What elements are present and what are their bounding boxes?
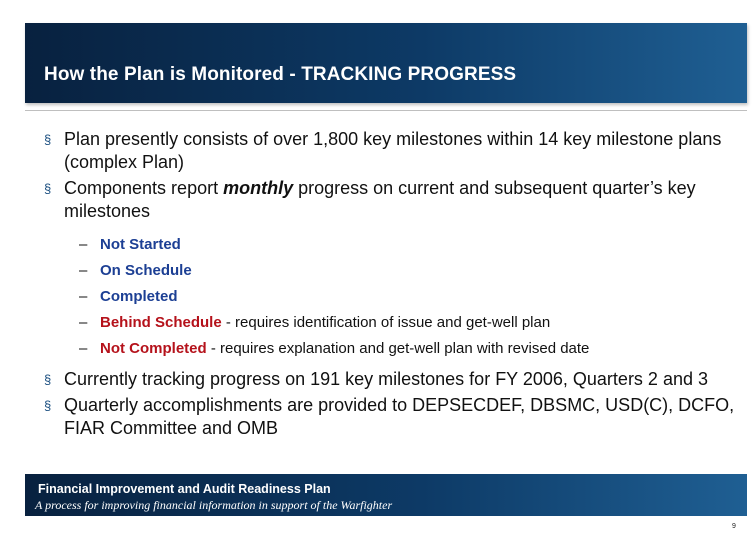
bullet-monthly-reporting <box>43 177 743 223</box>
page-number: 9 <box>732 523 736 530</box>
status-label: Not Started <box>100 236 181 253</box>
status-label: Behind Schedule <box>100 314 222 331</box>
status-note: - requires identification of issue and get-well plan <box>221 314 551 331</box>
status-item <box>79 232 743 258</box>
bullet-text: Plan presently consists of over 1,800 key milestones within 14 key milestone plans (complex Plan) <box>64 129 722 172</box>
status-label: Completed <box>100 288 178 305</box>
footer-tagline: A process for improving financial information in support of the Warfighter <box>35 498 393 512</box>
status-item <box>79 284 743 310</box>
bullet-emphasis: monthly <box>223 178 294 198</box>
bullet-text-before: Components report <box>64 178 224 198</box>
status-label: Not Completed <box>100 340 207 357</box>
footer-banner <box>25 474 747 516</box>
title-banner <box>25 23 747 103</box>
bullet-marker-icon: § <box>44 398 52 413</box>
bullet-tracking-progress <box>43 368 743 391</box>
bullet-milestones-count <box>43 128 743 174</box>
divider <box>25 110 747 111</box>
status-item <box>79 310 743 336</box>
bullet-quarterly-accomplishments <box>43 394 743 440</box>
slide-body <box>43 128 743 443</box>
bullet-marker-icon: § <box>44 181 52 196</box>
bullet-text-after: progress on current and subsequent quarter’s key milestones <box>64 178 696 221</box>
status-note: - requires explanation and get-well plan with revised date <box>206 340 590 357</box>
bullet-text: Quarterly accomplishments are provided to DEPSECDEF, DBSMC, USD(C), DCFO, FIAR Committee and OMB <box>64 395 735 438</box>
dash-marker: – <box>79 340 88 357</box>
dash-marker: – <box>79 236 88 253</box>
bullet-marker-icon: § <box>44 132 52 147</box>
dash-marker: – <box>79 288 88 305</box>
dash-marker: – <box>79 314 88 331</box>
bullet-marker-icon: § <box>44 372 52 387</box>
bullet-text: Currently tracking progress on 191 key milestones for FY 2006, Quarters 2 and 3 <box>64 369 708 389</box>
dash-marker: – <box>79 262 88 279</box>
status-label: On Schedule <box>100 262 192 279</box>
status-item <box>79 336 743 362</box>
status-list <box>43 232 743 362</box>
status-item <box>79 258 743 284</box>
footer-title: Financial Improvement and Audit Readiness Plan <box>38 482 331 496</box>
slide-title: How the Plan is Monitored - TRACKING PROGRESS <box>44 64 517 85</box>
